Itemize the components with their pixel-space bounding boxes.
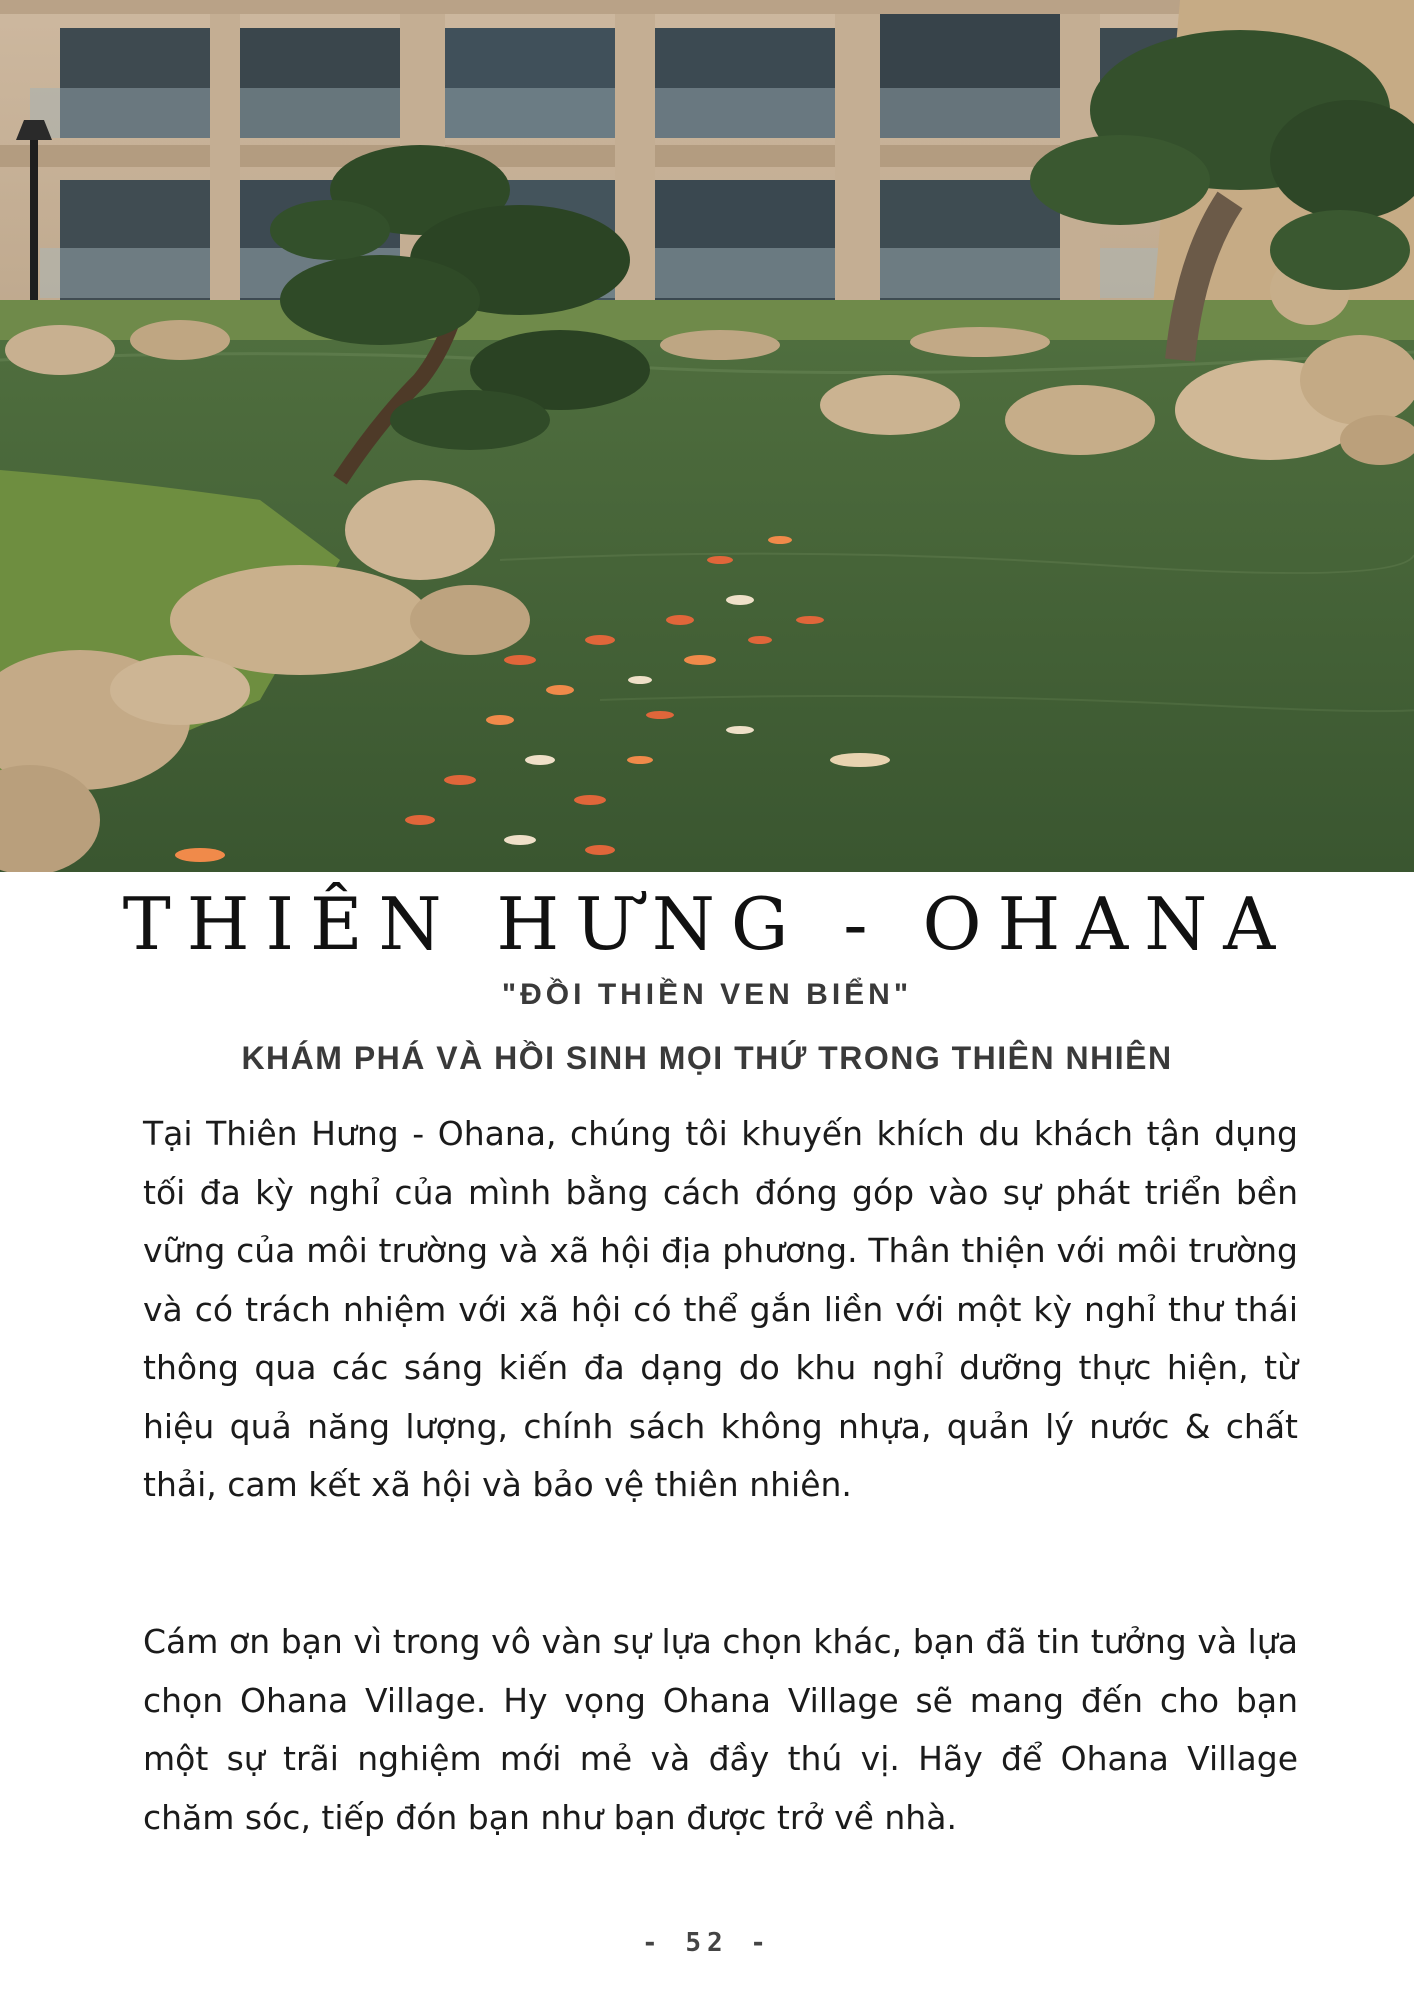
- page-number: - 52 -: [642, 1928, 772, 1958]
- resort-pond-illustration: [0, 0, 1414, 872]
- subtitle-tagline: KHÁM PHÁ VÀ HỒI SINH MỌI THỨ TRONG THIÊN NHIÊN: [241, 1040, 1173, 1076]
- subtitle-quote: "ĐỒI THIỀN VEN BIỂN": [501, 978, 913, 1011]
- body-paragraph-2: Cám ơn bạn vì trong vô vàn sự lựa chọn khác, bạn đã tin tưởng và lựa chọn Ohana Village. Hy vọng Ohana Village sẽ mang đến cho bạn một sự trãi nghiệm mới mẻ và đầy thú vị. Hãy để Ohana Village chăm sóc, tiếp đón bạn như bạn được trở về nhà.: [143, 1622, 1298, 1837]
- hero-photo: [0, 0, 1414, 872]
- body-paragraph-1: Tại Thiên Hưng - Ohana, chúng tôi khuyến khích du khách tận dụng tối đa kỳ nghỉ của mình bằng cách đóng góp vào sự phát triển bền vững của môi trường và xã hội địa phương. Thân thiện với môi trường và có trách nhiệm với xã hội có thể gắn liền với một kỳ nghỉ thư thái thông qua các sáng kiến đa dạng do khu nghỉ dưỡng thực hiện, từ hiệu quả năng lượng, chính sách không nhựa, quản lý nước & chất thải, cam kết xã hội và bảo vệ thiên nhiên.: [143, 1114, 1298, 1504]
- page-title: THIÊN HƯNG - OHANA: [122, 882, 1292, 966]
